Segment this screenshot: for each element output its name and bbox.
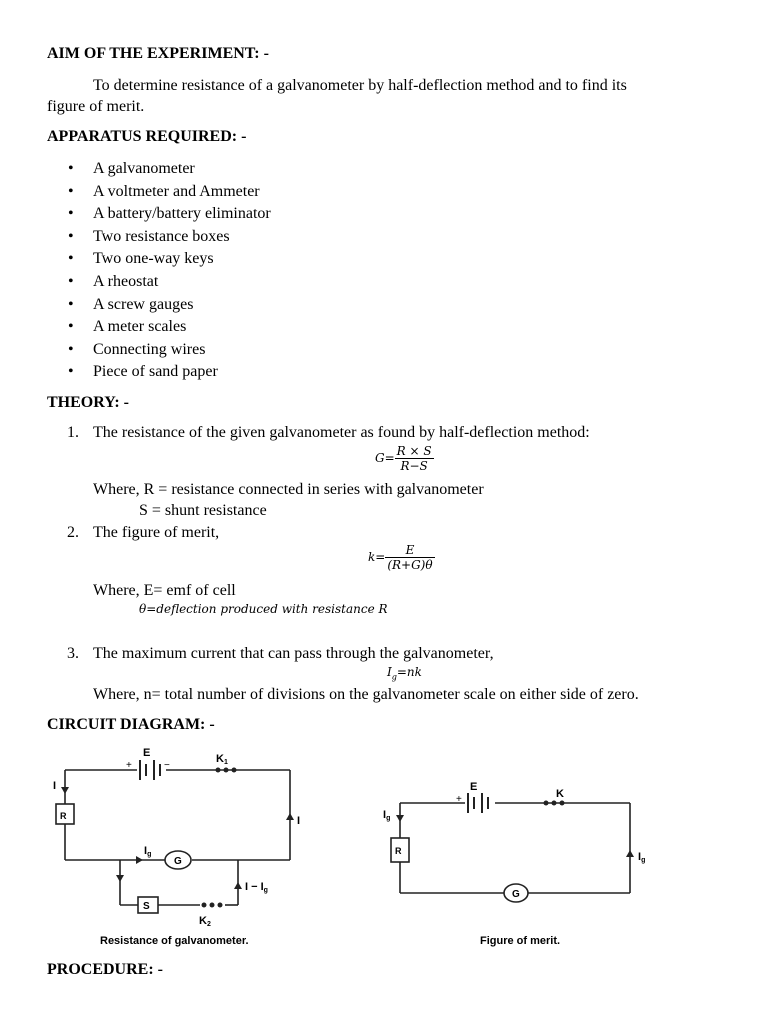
apparatus-item: • A voltmeter and Ammeter [47, 181, 271, 204]
galvanometer-resistance-formula [375, 444, 434, 473]
current-arrow-icon [61, 787, 294, 889]
procedure-heading: PROCEDURE: - [47, 961, 163, 978]
figure-of-merit-formula [368, 543, 435, 572]
galvanometer-resistance-circuit [40, 742, 320, 952]
key-k2-icon [202, 903, 223, 908]
apparatus-item: • A galvanometer [47, 158, 271, 181]
formula-rhs: =nk [396, 665, 422, 679]
apparatus-item: • A battery/battery eliminator [47, 203, 271, 226]
battery-label: E [470, 781, 478, 793]
left-circuit-caption: Resistance of galvanometer. [100, 935, 249, 947]
formula-numerator: E [385, 543, 434, 558]
theory-item-number: 3. [67, 645, 79, 662]
current-label-left: Ig [383, 809, 391, 822]
formula-current-subscript: g [391, 672, 397, 682]
battery-label: E [143, 747, 151, 759]
theory-where-line: Where, E= emf of cell [93, 582, 236, 599]
aim-text-line1: To determine resistance of a galvanometer by half-deflection method and to find its [93, 77, 627, 94]
theory-where-formula: θ=deflection produced with resistance R [139, 602, 388, 616]
theory-heading: THEORY: - [47, 394, 129, 411]
apparatus-item: • A screw gauges [47, 294, 271, 317]
key-k1-label: K1 [216, 753, 228, 766]
apparatus-item: • A rheostat [47, 271, 271, 294]
key-k2-label: K2 [199, 915, 211, 928]
key-label: K [556, 788, 564, 800]
plus-sign: + [456, 794, 462, 805]
minus-sign: − [164, 760, 170, 771]
formula-numerator: R × S [396, 444, 432, 458]
apparatus-list [47, 158, 271, 384]
theory-item-text: The maximum current that can pass through the galvanometer, [93, 645, 494, 662]
key-icon [544, 801, 565, 806]
theory-item-number: 2. [67, 524, 79, 541]
theory-where-line: S = shunt resistance [139, 502, 267, 519]
shunt-label: S [143, 901, 150, 912]
shunt-current-label: I − Ig [245, 881, 268, 894]
max-current-formula [387, 665, 422, 681]
apparatus-item: • Two resistance boxes [47, 226, 271, 249]
galvanometer-label: G [512, 889, 520, 900]
current-label-left: I [53, 780, 57, 792]
plus-sign: + [126, 760, 132, 771]
current-arrow-icon [396, 815, 634, 857]
battery-icon [140, 760, 160, 780]
figure-of-merit-circuit [370, 780, 650, 950]
formula-lhs: G= [375, 451, 395, 465]
aim-heading: AIM OF THE EXPERIMENT: - [47, 45, 269, 62]
apparatus-item: • Two one-way keys [47, 248, 271, 271]
key-k1-icon [216, 768, 237, 773]
battery-icon [468, 793, 488, 813]
circuit-heading: CIRCUIT DIAGRAM: - [47, 716, 215, 733]
galvanometer-current-label: Ig [144, 845, 152, 858]
formula-denominator: (R+G)θ [387, 558, 433, 572]
formula-lhs: k= [368, 550, 386, 564]
theory-where-line: Where, R = resistance connected in series with galvanometer [93, 481, 484, 498]
apparatus-item: • Connecting wires [47, 339, 271, 362]
resistor-label: R [60, 811, 67, 821]
aim-text-line2: figure of merit. [47, 98, 145, 115]
theory-item-text: The figure of merit, [93, 524, 220, 541]
apparatus-item: • A meter scales [47, 316, 271, 339]
theory-where-line: Where, n= total number of divisions on the galvanometer scale on either side of zero. [93, 686, 639, 703]
current-label-right: I [297, 815, 301, 827]
resistor-label: R [395, 846, 402, 856]
theory-item-number: 1. [67, 424, 79, 441]
formula-current-symbol: I [387, 665, 392, 679]
apparatus-heading: APPARATUS REQUIRED: - [47, 128, 247, 145]
right-circuit-caption: Figure of merit. [480, 935, 561, 947]
formula-denominator: R−S [400, 459, 428, 473]
current-label-right: Ig [638, 851, 646, 864]
theory-item-text: The resistance of the given galvanometer as found by half-deflection method: [93, 424, 590, 441]
apparatus-item: • Piece of sand paper [47, 361, 271, 384]
galvanometer-label: G [174, 856, 182, 867]
